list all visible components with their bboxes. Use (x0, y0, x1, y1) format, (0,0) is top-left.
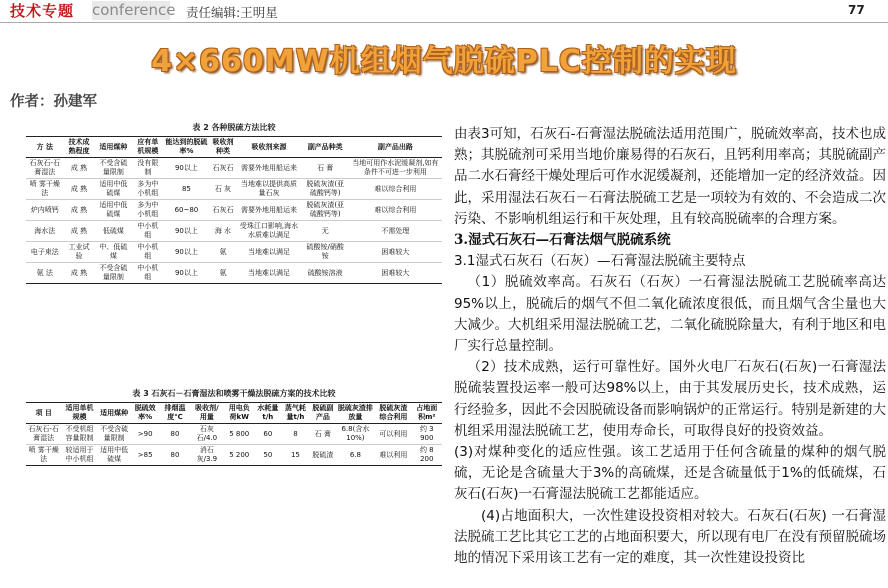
table3-header-cell: 用电负荷kW (224, 403, 255, 424)
table-cell: 5 200 (224, 445, 255, 466)
table2-header-cell: 应有单机规模 (132, 137, 163, 158)
table-cell: 15 (281, 445, 310, 466)
table-cell: 中小机组 (132, 221, 163, 242)
article-title: 4×660MW机组烟气脱硫PLC控制的实现 (151, 44, 737, 79)
table-cell: 硫酸铵/硝酸铵 (302, 242, 349, 263)
table-cell: 氨 法 (26, 263, 63, 284)
table-cell: >85 (131, 445, 160, 466)
table-cell: 石灰石 (209, 158, 236, 179)
table-cell: 80 (160, 445, 190, 466)
table2-header-cell: 副产品出路 (349, 137, 442, 158)
table-cell: 可以利用 (375, 424, 411, 445)
page-number: 77 (848, 3, 865, 17)
table-cell: 低硫煤 (94, 221, 132, 242)
table-row (26, 263, 442, 284)
table-cell: 90以上 (163, 242, 209, 263)
table-row (26, 221, 442, 242)
table-cell: 约 3 900 (412, 424, 442, 445)
body-paragraph-3: （2）技术成熟，运行可靠性好。国外火电厂石灰石(石灰)一石膏湿法脱硫装置投运率一般可达98%以上，由于其发展历史长，技术成熟，运行经验多，因此不会因脱硫设备而影响锅炉的正常运行。特别是新建的大机组采用湿法脱硫工艺，使用寿命长，可取得良好的投资效益。 (454, 359, 886, 439)
table-cell: 难以综合利用 (349, 179, 442, 200)
table3-header-cell: 适用单机规模 (61, 403, 97, 424)
table2-header-cell: 副产品种类 (302, 137, 349, 158)
table-cell: 石 膏 (302, 158, 349, 179)
table-cell: 90以上 (163, 158, 209, 179)
table-cell: 氨 (209, 242, 236, 263)
table-cell: 6.8(含水10%) (336, 424, 375, 445)
table-cell: 不受含硫量限制 (98, 424, 131, 445)
table-cell: 难以利用 (375, 445, 411, 466)
table-cell: 当地难以满足 (236, 242, 301, 263)
table-cell: 90以上 (163, 263, 209, 284)
table-2-figure (26, 122, 442, 318)
table3-header-cell: 项 目 (26, 403, 61, 424)
editor-credit: 责任编辑:王明星 (186, 5, 278, 20)
table-cell: 电子束法 (26, 242, 63, 263)
table-cell: 石 膏 (310, 424, 336, 445)
table-row (26, 424, 442, 445)
body-paragraph-4: (3)对煤种变化的适应性强。该工艺适用于任何含硫量的煤种的烟气脱硫，无论是含硫量大于3%的高硫煤，还是含硫量低于1%的低硫煤，石灰石(石灰)一石膏湿法脱硫工艺都能适应。 (454, 444, 886, 503)
table-cell: 喷 雾干燥法 (26, 445, 61, 466)
table2-header-cell: 吸收剂种类 (209, 137, 236, 158)
table-cell: 60~80 (163, 200, 209, 221)
table-cell: 不受含硫量限制 (94, 158, 132, 179)
table-cell: 困难较大 (349, 263, 442, 284)
table-row (26, 158, 442, 179)
header-divider (0, 22, 888, 23)
conference-label: conference (92, 1, 176, 19)
table2-header-cell: 能达到的脱硫率% (163, 137, 209, 158)
table-cell: 50 (255, 445, 281, 466)
section-tag: 技术专题 (10, 2, 75, 20)
table-cell: 成 熟 (63, 200, 94, 221)
table-cell: 脱硫灰渣(亚硫酸钙等) (302, 179, 349, 200)
table-cell: 需要外地用船运来 (236, 158, 301, 179)
table-cell: 中小机组 (132, 263, 163, 284)
table-cell: 90以上 (163, 221, 209, 242)
table3-header-cell: 脱硫灰渣排放量 (336, 403, 375, 424)
table-cell: 消石灰/3.9 (190, 445, 223, 466)
table-cell: 约 8 200 (412, 445, 442, 466)
body-paragraph-5: (4)占地面积大，一次性建设投资相对较大。石灰石(石灰) 一石膏湿法脱硫工艺比其它工艺的占地面积要大，所以现有电厂在没有预留脱硫场地的情况下采用该工艺有一定的难度，其一次性建设投资比 (454, 507, 886, 567)
table-cell: 无 (302, 221, 349, 242)
table-cell: >90 (131, 424, 160, 445)
table2-header-cell: 适用煤种 (94, 137, 132, 158)
table3-header-cell: 适用煤种 (98, 403, 131, 424)
table-cell: 石 灰 (209, 179, 236, 200)
table-cell: 困难较大 (349, 242, 442, 263)
body-paragraph-1: 由表3可知，石灰石-石膏湿法脱硫法适用范围广，脱硫效率高，技术也成熟；其脱硫剂可采用当地价廉易得的石灰石，且钙利用率高；其脱硫副产品二水石膏经干燥处理后可作水泥缓凝剂，还能增加一定的经济效益。因此，采用湿法石灰石－石膏法脱硫工艺是一项较为有效的、不会造成二次污染、不影响机组运行和干灰处理，且有较高脱硫率的合理方案。 (454, 126, 886, 227)
table-cell: 中、低硫煤 (94, 242, 132, 263)
table-3-caption: 表 3 石灰石－石膏湿法和喷雾干燥法脱硫方案的技术比较 (132, 389, 336, 398)
table-cell: 5 800 (224, 424, 255, 445)
table2-header-cell: 吸收剂来源 (236, 137, 301, 158)
table-cell: 当地难以满足 (236, 263, 301, 284)
table-cell: 当地可用作水泥缓凝剂,如有条件不可进一步利用 (349, 158, 442, 179)
table-cell: 难以综合利用 (349, 200, 442, 221)
table-cell: 不需处理 (349, 221, 442, 242)
table2-header-cell: 技术成熟程度 (63, 137, 94, 158)
table-2 (26, 136, 442, 284)
table-cell: 没有限制 (132, 158, 163, 179)
table-cell: 80 (160, 424, 190, 445)
table-row (26, 242, 442, 263)
table-cell: 硫酸铵溶液 (302, 263, 349, 284)
table-cell: 适用中低硫煤 (98, 445, 131, 466)
table-cell: 海水法 (26, 221, 63, 242)
table-cell: 当地难以提供高质量石灰 (236, 179, 301, 200)
table-cell: 石灰石-石膏湿法 (26, 158, 63, 179)
table-cell: 石灰石-石膏湿法 (26, 424, 61, 445)
table-cell: 85 (163, 179, 209, 200)
table-cell: 氨 (209, 263, 236, 284)
table-cell: 不受含硫量限制 (94, 263, 132, 284)
table-cell: 6.8 (336, 445, 375, 466)
table3-header-cell: 脱硫效率% (131, 403, 160, 424)
table-cell: 不受机组容量限制 (61, 424, 97, 445)
table-cell: 受珠江口影响,海水水质难以满足 (236, 221, 301, 242)
table-3-figure (26, 388, 442, 484)
table-cell: 石灰石 (209, 200, 236, 221)
table-3 (26, 402, 442, 466)
body-column (454, 124, 886, 569)
table-cell: 需要外地用船运来 (236, 200, 301, 221)
table-row (26, 179, 442, 200)
table-row (26, 445, 442, 466)
table-cell: 较适用于中小机组 (61, 445, 97, 466)
table3-header-cell: 排烟温度℃ (160, 403, 190, 424)
table-cell: 适用中低硫煤 (94, 179, 132, 200)
table-row (26, 200, 442, 221)
table-cell: 脱硫灰渣(亚硫酸钙等) (302, 200, 349, 221)
table-cell: 适用中低硫煤 (94, 200, 132, 221)
table3-header-cell: 吸收剂/用量 (190, 403, 223, 424)
table3-header-cell: 蒸气耗量t/h (281, 403, 310, 424)
table-cell: 成 熟 (63, 221, 94, 242)
table3-header-cell: 脱硫灰渣综合利用 (375, 403, 411, 424)
table-cell: 中小机组 (132, 242, 163, 263)
table-cell: 成 熟 (63, 179, 94, 200)
table2-header-cell: 方 法 (26, 137, 63, 158)
article-author: 作者：孙建军 (10, 94, 97, 110)
table-cell: 60 (255, 424, 281, 445)
page-header (0, 0, 888, 22)
table-cell: 8 (281, 424, 310, 445)
table-cell: 海 水 (209, 221, 236, 242)
table-cell: 脱硫渣 (310, 445, 336, 466)
table3-header-cell: 水耗量t/h (255, 403, 281, 424)
table3-header-cell: 占地面积m² (412, 403, 442, 424)
section-3-heading: 3.湿式石灰石—石膏法烟气脱硫系统 (454, 232, 671, 249)
table-cell: 多为中小机组 (132, 200, 163, 221)
table-cell: 多为中小机组 (132, 179, 163, 200)
section-3-1-heading: 3.1湿式石灰石（石灰）—石膏湿法脱硫主要特点 (454, 253, 746, 270)
table-cell: 喷 雾干燥法 (26, 179, 63, 200)
body-paragraph-2: （1）脱硫效率高。石灰石（石灰）一石膏湿法脱硫工艺脱硫率高达95%以上，脱硫后的烟气不但二氧化硫浓度很低，而且烟气含尘量也大大减少。大机组采用湿法脱硫工艺，二氧化硫脱除量大，有利于地区和电厂实行总量控制。 (454, 274, 886, 355)
table3-header-cell: 脱硫副产品 (310, 403, 336, 424)
table-cell: 成 熟 (63, 158, 94, 179)
table-cell: 石灰石/4.0 (190, 424, 223, 445)
table-cell: 炉内喷钙 (26, 200, 63, 221)
table-cell: 工业试验 (63, 242, 94, 263)
table-cell: 成 熟 (63, 263, 94, 284)
table-2-caption: 表 2 各种脱硫方法比较 (192, 123, 276, 132)
